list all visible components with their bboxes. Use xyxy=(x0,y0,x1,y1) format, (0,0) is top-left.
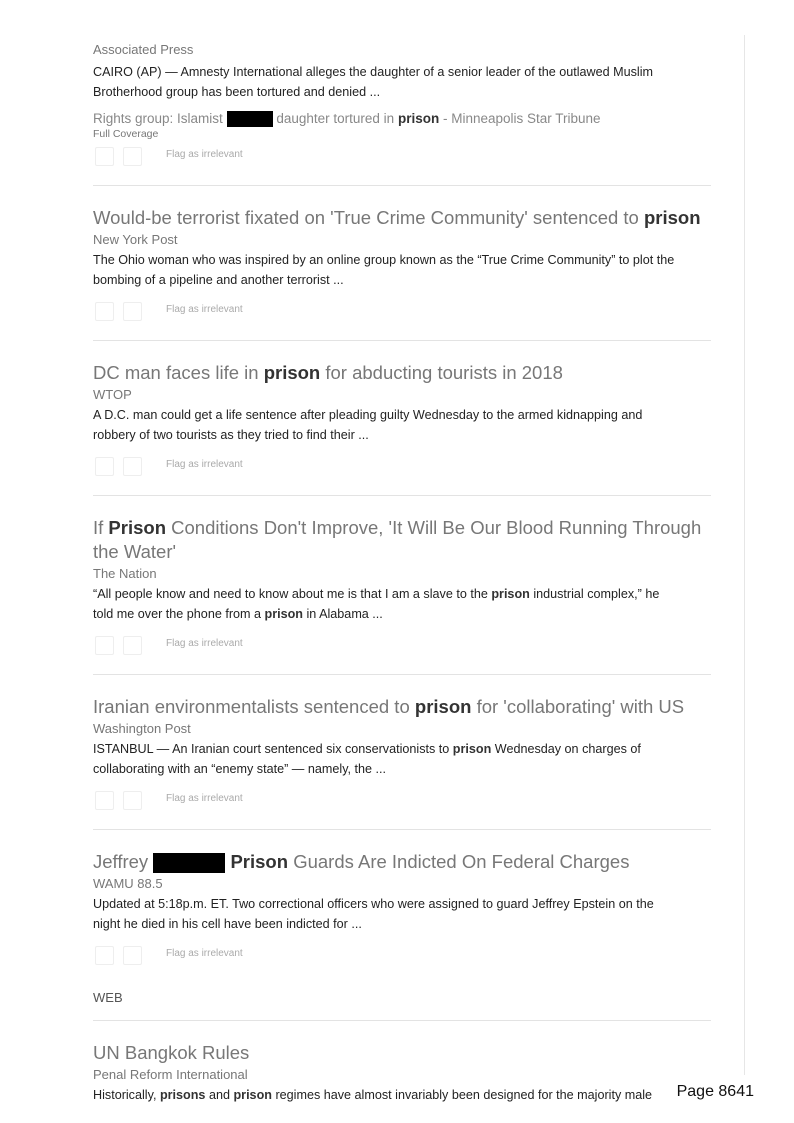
flag-row xyxy=(93,147,711,169)
item-title[interactable]: Jeffrey Prison Guards Are Indicted On Federal Charges xyxy=(93,851,630,872)
news-item xyxy=(93,206,711,341)
flag-row xyxy=(93,457,711,479)
news-item xyxy=(93,850,711,968)
news-item xyxy=(93,42,711,186)
item-source: Associated Press xyxy=(93,42,194,57)
item-source: WAMU 88.5 xyxy=(93,876,163,891)
item-snippet: CAIRO (AP) — Amnesty International alleges the daughter of a senior leader of the outlawed Muslim Brotherhood group has been tortured and denied ... xyxy=(93,65,654,99)
thumbs-up-icon[interactable] xyxy=(95,791,114,810)
item-source: Washington Post xyxy=(93,721,191,736)
flag-irrelevant-link[interactable]: Flag as irrelevant xyxy=(166,638,243,649)
item-snippet: Historically, prisons and prison regimes have almost invariably been designed for the majority male xyxy=(93,1088,653,1102)
thumbs-up-icon[interactable] xyxy=(95,147,114,166)
thumbs-up-icon[interactable] xyxy=(95,302,114,321)
flag-row xyxy=(93,791,711,813)
item-snippet: The Ohio woman who was inspired by an online group known as the “True Crime Community” to plot the bombing of a pipeline and another terrorist ... xyxy=(93,253,675,287)
right-border xyxy=(744,35,745,1075)
divider xyxy=(93,495,711,496)
news-item xyxy=(93,1041,711,1111)
section-label-web: WEB xyxy=(93,990,123,1005)
divider xyxy=(93,185,711,186)
item-source: New York Post xyxy=(93,232,178,247)
redaction-box xyxy=(153,853,225,873)
flag-row xyxy=(93,636,711,658)
item-snippet: Updated at 5:18p.m. ET. Two correctional officers who were assigned to guard Jeffrey Epstein on the night he died in his cell have been indicted for ... xyxy=(93,897,654,931)
redaction-box xyxy=(227,111,273,127)
flag-row xyxy=(93,946,711,968)
item-title[interactable]: UN Bangkok Rules xyxy=(93,1042,250,1063)
thumbs-down-icon[interactable] xyxy=(123,791,142,810)
full-coverage-link[interactable]: Full Coverage xyxy=(93,128,159,140)
thumbs-down-icon[interactable] xyxy=(123,302,142,321)
flag-irrelevant-link[interactable]: Flag as irrelevant xyxy=(166,459,243,470)
item-snippet: A D.C. man could get a life sentence after pleading guilty Wednesday to the armed kidnapping and robbery of two tourists as they tried to find their ... xyxy=(93,408,643,442)
alerts-column xyxy=(93,42,711,1111)
page-number: Page 8641 xyxy=(676,1083,754,1100)
flag-irrelevant-link[interactable]: Flag as irrelevant xyxy=(166,304,243,315)
thumbs-down-icon[interactable] xyxy=(123,636,142,655)
item-title[interactable]: If Prison Conditions Don't Improve, 'It Will Be Our Blood Running Through the Water' xyxy=(93,517,702,562)
thumbs-down-icon[interactable] xyxy=(123,457,142,476)
flag-irrelevant-link[interactable]: Flag as irrelevant xyxy=(166,793,243,804)
item-source: The Nation xyxy=(93,566,157,581)
news-item xyxy=(93,695,711,830)
thumbs-down-icon[interactable] xyxy=(123,147,142,166)
item-title[interactable]: Would-be terrorist fixated on 'True Crime Community' sentenced to prison xyxy=(93,207,701,228)
related-link[interactable]: Rights group: Islamist daughter tortured in prison - Minneapolis Star Tribune xyxy=(93,111,601,126)
thumbs-up-icon[interactable] xyxy=(95,457,114,476)
thumbs-up-icon[interactable] xyxy=(95,946,114,965)
divider xyxy=(93,340,711,341)
divider xyxy=(93,1020,711,1021)
flag-irrelevant-link[interactable]: Flag as irrelevant xyxy=(166,149,243,160)
news-item xyxy=(93,516,711,675)
flag-irrelevant-link[interactable]: Flag as irrelevant xyxy=(166,948,243,959)
news-item xyxy=(93,361,711,496)
divider xyxy=(93,674,711,675)
item-snippet: “All people know and need to know about me is that I am a slave to the prison industrial complex,” he told me over the phone from a prison in Alabama ... xyxy=(93,587,660,621)
item-source: WTOP xyxy=(93,387,132,402)
flag-row xyxy=(93,302,711,324)
item-snippet: ISTANBUL — An Iranian court sentenced six conservationists to prison Wednesday on charges of collaborating with an “enemy state” — namely, the ... xyxy=(93,742,641,776)
item-title[interactable]: DC man faces life in prison for abducting tourists in 2018 xyxy=(93,362,563,383)
item-title[interactable]: Iranian environmentalists sentenced to prison for 'collaborating' with US xyxy=(93,696,685,717)
item-source: Penal Reform International xyxy=(93,1067,248,1082)
divider xyxy=(93,829,711,830)
thumbs-up-icon[interactable] xyxy=(95,636,114,655)
thumbs-down-icon[interactable] xyxy=(123,946,142,965)
